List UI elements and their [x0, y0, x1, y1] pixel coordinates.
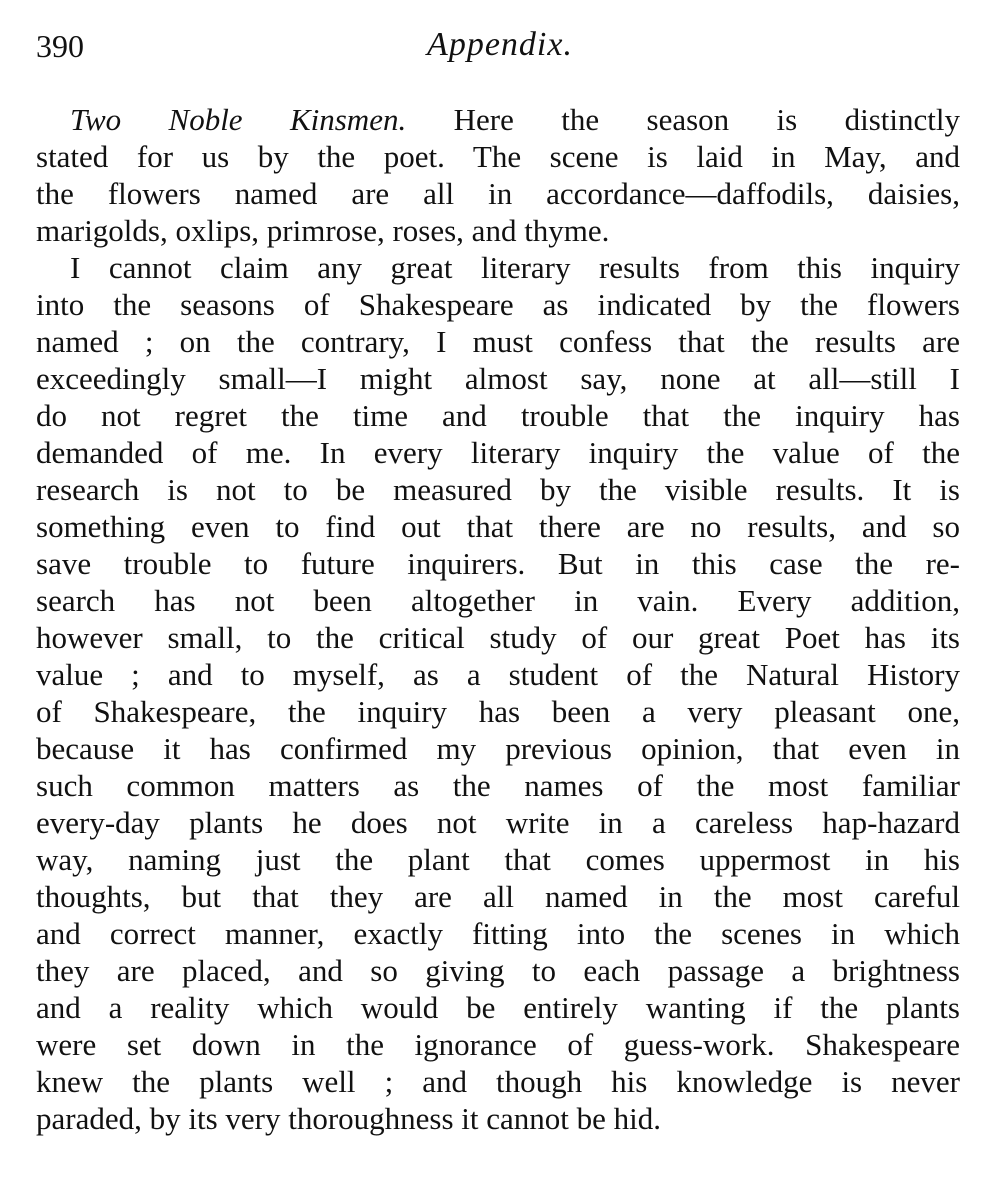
text-line: I cannot claim any great literary results from this inquiry: [70, 250, 960, 285]
paragraph-two-noble-kinsmen: [36, 101, 960, 249]
text-line: the flowers named are all in accordance—daffodils, daisies,: [36, 176, 960, 211]
text-line: stated for us by the poet. The scene is laid in May, and: [36, 139, 960, 174]
text-line: search has not been altogether in vain. Every addition,: [36, 583, 960, 618]
line-text: Here the season is distinctly: [406, 102, 961, 137]
text-line: however small, to the critical study of our great Poet has its: [36, 620, 960, 655]
text-line: paraded, by its very thoroughness it cannot be hid.: [36, 1101, 662, 1136]
text-line: such common matters as the names of the most familiar: [36, 768, 960, 803]
text-line: into the seasons of Shakespeare as indicated by the flowers: [36, 287, 960, 322]
text-line: and correct manner, exactly fitting into the scenes in which: [36, 916, 960, 951]
text-line: save trouble to future inquirers. But in this case the re-: [36, 546, 960, 581]
text-line: they are placed, and so giving to each passage a brightness: [36, 953, 960, 988]
text-line: marigolds, oxlips, primrose, roses, and thyme.: [36, 213, 610, 248]
play-title: Two Noble Kinsmen.: [70, 102, 407, 137]
text-line: research is not to be measured by the visible results. It is: [36, 472, 960, 507]
paragraph-conclusion: [36, 249, 960, 1137]
running-head: Appendix.: [427, 26, 573, 63]
text-line: do not regret the time and trouble that the inquiry has: [36, 398, 960, 433]
text-line: exceedingly small—I might almost say, none at all—still I: [36, 361, 960, 396]
text-line: [36, 101, 960, 138]
text-line: of Shakespeare, the inquiry has been a very pleasant one,: [36, 694, 960, 729]
text-line: way, naming just the plant that comes uppermost in his: [36, 842, 960, 877]
text-line: demanded of me. In every literary inquiry the value of the: [36, 435, 960, 470]
text-line: every-day plants he does not write in a careless hap-hazard: [36, 805, 960, 840]
text-line: thoughts, but that they are all named in the most careful: [36, 879, 960, 914]
page-number: 390: [36, 28, 84, 64]
text-line: value ; and to myself, as a student of the Natural History: [36, 657, 960, 692]
text-line: and a reality which would be entirely wanting if the plants: [36, 990, 960, 1025]
page-body: [36, 101, 960, 1137]
text-line: because it has confirmed my previous opinion, that even in: [36, 731, 960, 766]
text-line: named ; on the contrary, I must confess that the results are: [36, 324, 960, 359]
text-line: something even to find out that there are no results, and so: [36, 509, 960, 544]
text-line: knew the plants well ; and though his knowledge is never: [36, 1064, 960, 1099]
text-line: were set down in the ignorance of guess-work. Shakespeare: [36, 1027, 960, 1062]
